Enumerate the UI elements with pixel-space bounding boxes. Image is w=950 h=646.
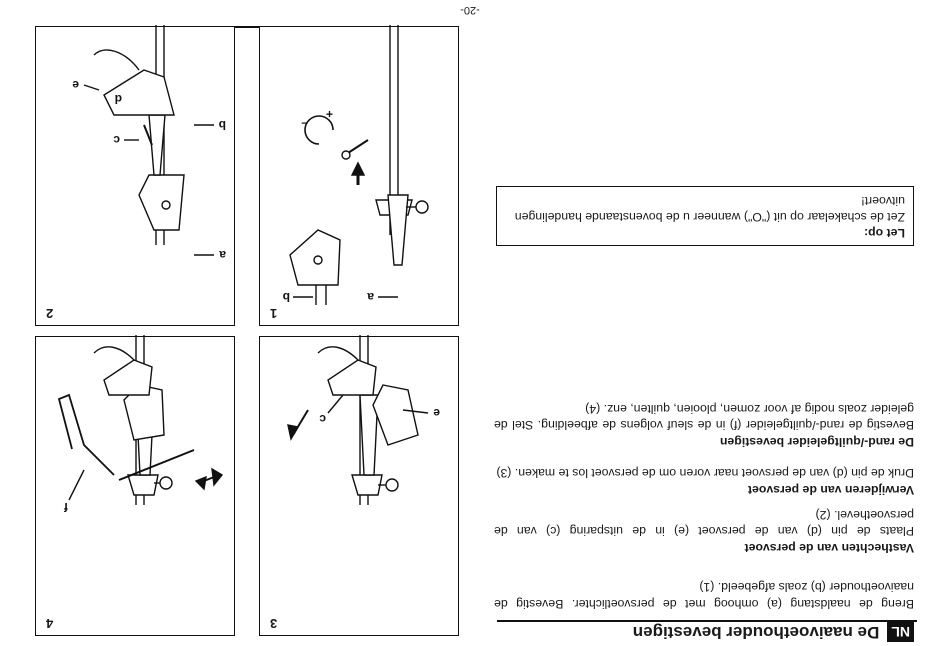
figure-3-label-c: c [319, 412, 326, 426]
figure-4-number: 4 [46, 616, 54, 631]
attach-heading: Vasthechten van de persvoet [744, 541, 914, 555]
figure-4-label-f: f [64, 500, 68, 514]
section-heading [633, 621, 914, 643]
figure-4 [35, 336, 235, 636]
figure-3-label-e: e [433, 406, 440, 420]
attach-section [494, 507, 914, 557]
figure-1-label-a: a [367, 290, 374, 304]
figure-1-label-b: b [282, 290, 290, 304]
figure-2-label-c: c [113, 133, 120, 147]
figure-3-illustration [258, 335, 458, 635]
guide-section [494, 401, 914, 451]
warning-title: Let op: [864, 226, 905, 240]
figure-3 [259, 336, 459, 636]
page-title: De naaivoethouder bevestigen [632, 623, 880, 642]
figure-1-plus: + [325, 107, 333, 121]
figure-1-minus: – [301, 117, 308, 131]
figure-2 [35, 26, 235, 326]
figure-2-label-e: e [72, 78, 79, 92]
figure-1 [259, 26, 459, 326]
intro-text: Breng de naaldstang (a) omhoog met de persvoetlichter. Bevestig de naaivoethouder (b) zoals afgebeeld. (1) [494, 580, 914, 611]
warning-box [496, 186, 914, 246]
figure-1-number: 1 [270, 306, 278, 321]
figure-4-illustration [34, 335, 234, 635]
remove-section [494, 465, 914, 498]
warning-text: Zet de schakelaar op uit ("O") wanneer u de bovenstaande handelingen uitvoert! [514, 194, 905, 224]
remove-text: Druk de pin (d) van de persvoet naar voren om de persvoet los te maken. (3) [496, 466, 914, 481]
figure-1-illustration [258, 25, 458, 325]
figure-3-number: 3 [270, 616, 278, 631]
intro-paragraph [494, 579, 914, 612]
page-number: -20- [460, 4, 480, 16]
figure-2-label-a: a [219, 248, 226, 262]
guide-text: Bevestig de rand-/quiltgeleider (f) in de sleuf volgens de afbeelding. Stel de geleider zoals nodig af voor zomen, plooien, quilten, enz. (4) [494, 402, 914, 433]
attach-text: Plaats de pin (d) van de persvoet (e) in de uitsparing (c) van de persvoethevel. (2) [494, 508, 914, 539]
guide-heading: De rand-/quiltgeleider bevestigen [719, 435, 914, 449]
figure-2-label-d: d [114, 92, 122, 106]
figure-2-illustration [34, 25, 234, 325]
figure-2-number: 2 [46, 306, 54, 321]
figure-2-label-b: b [218, 118, 226, 132]
remove-heading: Verwijderen van de persvoet [747, 483, 914, 497]
language-badge: NL [887, 622, 914, 642]
